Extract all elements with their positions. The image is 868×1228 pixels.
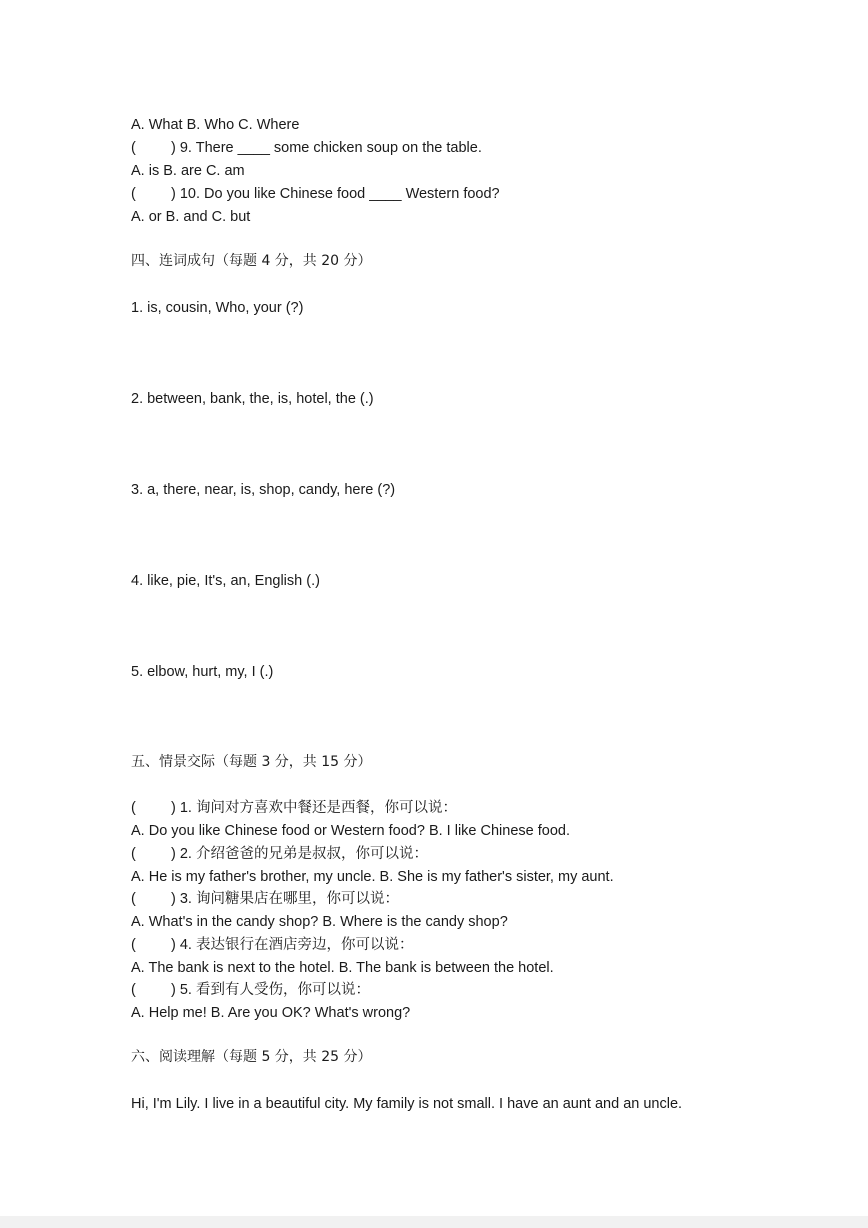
answer-paren: ( (131, 846, 136, 862)
sec5-q4-text: ) 4. 表达银行在酒店旁边，你可以说： (171, 937, 414, 953)
answer-paren: ( (131, 186, 136, 202)
answer-paren: ( (131, 800, 136, 816)
sec4-item-4: 4. like, pie, It's, an, English (.) (131, 573, 320, 589)
sec5-q3-text: ) 3. 询问糖果店在哪里，你可以说： (171, 891, 399, 907)
q8-options: A. What B. Who C. Where (131, 117, 300, 133)
q9-text: ) 9. There ____ some chicken soup on the table. (171, 140, 482, 156)
answer-paren: ( (131, 937, 136, 953)
sec5-q1-text: ) 1. 询问对方喜欢中餐还是西餐，你可以说： (171, 800, 457, 816)
sec5-q4-options: A. The bank is next to the hotel. B. The bank is between the hotel. (131, 960, 554, 976)
sec5-q1-options: A. Do you like Chinese food or Western food? B. I like Chinese food. (131, 823, 571, 839)
sec5-q1 (131, 799, 457, 817)
sec5-q5-options: A. Help me! B. Are you OK? What's wrong? (131, 1005, 411, 1021)
reading-passage: Hi, I'm Lily. I live in a beautiful city. My family is not small. I have an aunt and an uncle. (131, 1096, 683, 1112)
sec4-item-2: 2. between, bank, the, is, hotel, the (.) (131, 391, 374, 407)
sec5-q3 (131, 890, 399, 908)
sec4-item-3: 3. a, there, near, is, shop, candy, here (?) (131, 482, 396, 498)
section-5-heading: 五、情景交际（每题 3 分，共 15 分） (131, 754, 372, 770)
q10-options: A. or B. and C. but (131, 209, 251, 225)
q9-options: A. is B. are C. am (131, 163, 245, 179)
sec5-q5-text: ) 5. 看到有人受伤，你可以说： (171, 982, 370, 998)
sec5-q2-options: A. He is my father's brother, my uncle. B. She is my father's sister, my aunt. (131, 869, 614, 885)
answer-paren: ( (131, 891, 136, 907)
sec4-item-5: 5. elbow, hurt, my, I (.) (131, 664, 274, 680)
q9-question (131, 139, 482, 157)
answer-paren: ( (131, 140, 136, 156)
sec5-q4 (131, 936, 413, 954)
answer-paren: ( (131, 982, 136, 998)
sec5-q5 (131, 981, 370, 999)
sec5-q2 (131, 845, 428, 863)
section-4-heading: 四、连词成句（每题 4 分，共 20 分） (131, 253, 372, 269)
page-bottom-edge (0, 1216, 868, 1228)
q10-question (131, 185, 500, 203)
sec5-q2-text: ) 2. 介绍爸爸的兄弟是叔叔，你可以说： (171, 846, 428, 862)
q10-text: ) 10. Do you like Chinese food ____ Western food? (171, 186, 500, 202)
section-6-heading: 六、阅读理解（每题 5 分，共 25 分） (131, 1049, 372, 1065)
sec4-item-1: 1. is, cousin, Who, your (?) (131, 300, 304, 316)
sec5-q3-options: A. What's in the candy shop? B. Where is the candy shop? (131, 914, 508, 930)
